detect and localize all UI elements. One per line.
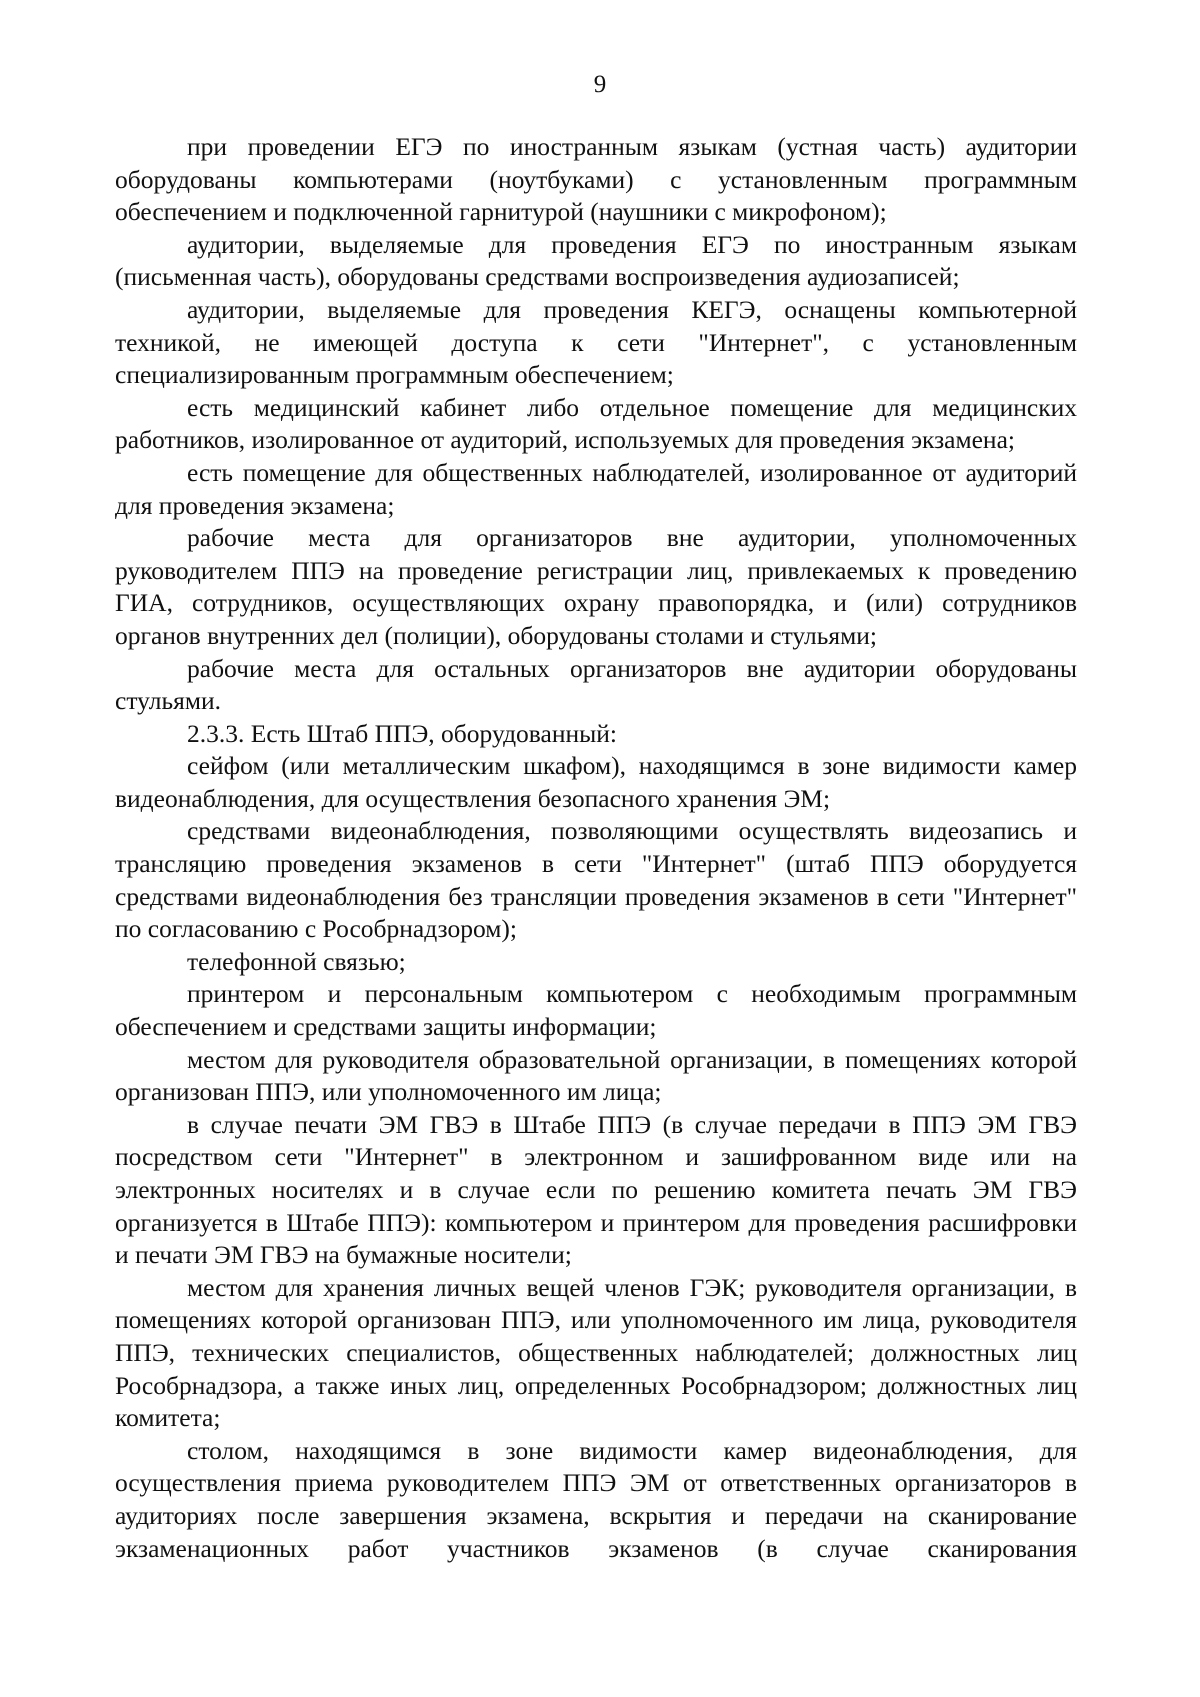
paragraph: рабочие места для организаторов вне аудитории, уполномоченных руководителем ППЭ на проведение регистрации лиц, привлекаемых к проведению ГИА, сотрудников, осуществляющих охрану правопорядка, и (или) сотрудников органов внутренних дел (полиции), оборудованы столами и стульями; [115, 523, 1077, 650]
paragraph: сейфом (или металлическим шкафом), находящимся в зоне видимости камер видеонаблюдения, для осуществления безопасного хранения ЭМ; [115, 751, 1077, 813]
paragraph: есть помещение для общественных наблюдателей, изолированное от аудиторий для проведения экзамена; [115, 457, 1077, 520]
section-heading-2-3-3: 2.3.3. Есть Штаб ППЭ, оборудованный: [187, 718, 617, 748]
page-number: 9 [593, 71, 607, 98]
paragraph: местом для хранения личных вещей членов ГЭК; руководителя организации, в помещениях которой организован ППЭ, или уполномоченного им лица, руководителя ППЭ, технических специалистов, общественных наблюдателей; должностных лиц Рособрнадзора, а также иных лиц, определенных Рособрнадзором; должностных лиц комитета; [115, 1272, 1077, 1433]
document-body [115, 131, 1077, 1565]
paragraph: аудитории, выделяемые для проведения ЕГЭ по иностранным языкам (письменная часть), оборудованы средствами воспроизведения аудиозаписей; [115, 229, 1077, 292]
paragraph: рабочие места для остальных организаторов вне аудитории оборудованы стульями. [115, 653, 1077, 716]
paragraph: есть медицинский кабинет либо отдельное помещение для медицинских работников, изолированное от аудиторий, используемых для проведения экзамена; [115, 392, 1077, 455]
paragraph: принтером и персональным компьютером с необходимым программным обеспечением и средствами защиты информации; [115, 979, 1077, 1042]
paragraph: телефонной связью; [187, 946, 406, 976]
paragraph: в случае печати ЭМ ГВЭ в Штабе ППЭ (в случае передачи в ППЭ ЭМ ГВЭ посредством сети "Интернет" в электронном и зашифрованном виде или на электронных носителях и в случае если по решению комитета печать ЭМ ГВЭ организуется в Штабе ППЭ): компьютером и принтером для проведения расшифровки и печати ЭМ ГВЭ на бумажные носители; [115, 1109, 1077, 1270]
paragraph: столом, находящимся в зоне видимости камер видеонаблюдения, для осуществления приема руководителем ППЭ ЭМ от ответственных организаторов в аудиториях после завершения экзамена, вскрытия и передачи на сканирование экзаменационных работ участников экзаменов (в случае сканирования [115, 1435, 1077, 1563]
paragraph: средствами видеонаблюдения, позволяющими осуществлять видеозапись и трансляцию проведения экзаменов в сети "Интернет" (штаб ППЭ оборудуется средствами видеонаблюдения без трансляции проведения экзаменов в сети "Интернет" по согласованию с Рособрнадзором); [115, 816, 1077, 944]
paragraph: при проведении ЕГЭ по иностранным языкам (устная часть) аудитории оборудованы компьютерами (ноутбуками) с установленным программным обеспечением и подключенной гарнитурой (наушники с микрофоном); [115, 132, 1077, 227]
paragraph: местом для руководителя образовательной организации, в помещениях которой организован ППЭ, или уполномоченного им лица; [115, 1044, 1077, 1107]
paragraph: аудитории, выделяемые для проведения КЕГЭ, оснащены компьютерной техникой, не имеющей доступа к сети "Интернет", с установленным специализированным программным обеспечением; [115, 294, 1077, 390]
